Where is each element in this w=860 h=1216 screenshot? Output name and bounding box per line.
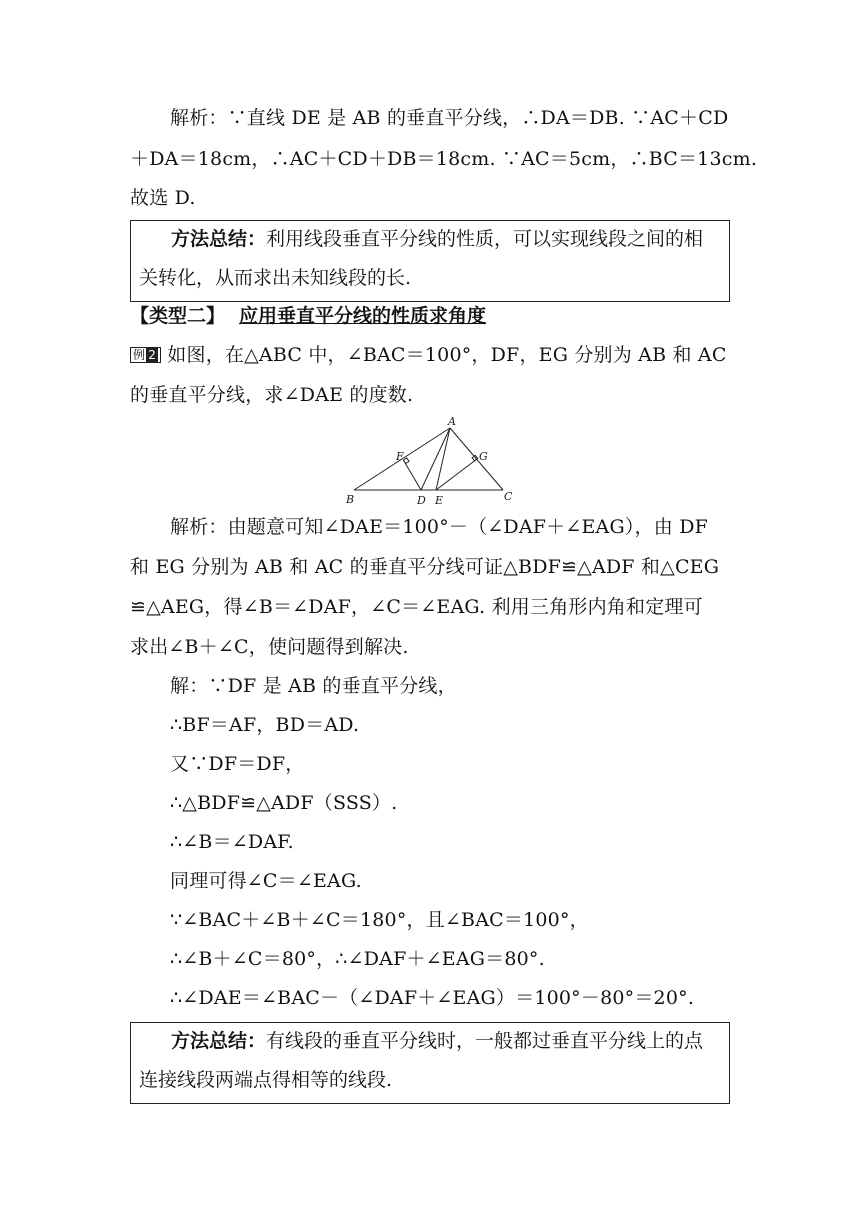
solution-line-5: ∴∠B＝∠DAF. bbox=[170, 831, 294, 853]
solution-line-8: ∴∠B＋∠C＝80°，∴∠DAF＋∠EAG＝80°. bbox=[170, 948, 545, 970]
label-e: E bbox=[435, 494, 444, 507]
summary1-text-1: 利用线段垂直平分线的性质，可以实现线段之间的相 bbox=[266, 228, 704, 250]
analysis1-line-3: 故选 D. bbox=[130, 187, 196, 209]
segment-df bbox=[404, 461, 421, 490]
label-f: F bbox=[396, 450, 404, 463]
triangle-figure bbox=[340, 415, 520, 507]
analysis2-line-1: 解析：由题意可知∠DAE＝100°－（∠DAF＋∠EAG），由 DF bbox=[170, 516, 709, 538]
summary2-line-1 bbox=[171, 1028, 703, 1054]
example2-line-1 bbox=[130, 342, 730, 368]
right-angle-mark-f bbox=[403, 458, 409, 464]
solution-line-7: ∵∠BAC＋∠B＋∠C＝180°，且∠BAC＝100°， bbox=[170, 909, 589, 931]
solution-line-1: 解：∵DF 是 AB 的垂直平分线， bbox=[170, 675, 457, 697]
analysis1-line-1: 解析：∵直线 DE 是 AB 的垂直平分线，∴DA＝DB. ∵AC＋CD bbox=[170, 107, 729, 129]
summary2-line-2: 连接线段两端点得相等的线段. bbox=[139, 1069, 393, 1091]
analysis2-line-4: 求出∠B＋∠C，使问题得到解决. bbox=[130, 636, 409, 658]
label-g: G bbox=[479, 450, 488, 463]
solution-line-2: ∴BF＝AF，BD＝AD. bbox=[170, 714, 360, 736]
summary2-text-1: 有线段的垂直平分线时，一般都过垂直平分线上的点 bbox=[266, 1030, 704, 1052]
label-b: B bbox=[346, 493, 355, 506]
summary2-label: 方法总结： bbox=[171, 1030, 267, 1052]
example2-text-1: 如图，在△ABC 中，∠BAC＝100°，DF，EG 分别为 AB 和 AC bbox=[167, 344, 727, 366]
solution-line-4: ∴△BDF≌△ADF（SSS）. bbox=[170, 792, 398, 814]
analysis2-line-2: 和 EG 分别为 AB 和 AC 的垂直平分线可证△BDF≌△ADF 和△CEG bbox=[130, 556, 720, 578]
method-summary-box-2 bbox=[130, 1022, 730, 1104]
summary1-line-2: 关转化，从而求出未知线段的长. bbox=[139, 267, 412, 289]
type2-title: 应用垂直平分线的性质求角度 bbox=[239, 305, 487, 327]
solution-line-6: 同理可得∠C＝∠EAG. bbox=[170, 870, 362, 892]
example-tag-number: 2 bbox=[148, 348, 157, 362]
label-d: D bbox=[417, 494, 426, 507]
method-summary-box-1 bbox=[130, 220, 730, 302]
label-a: A bbox=[448, 415, 456, 428]
label-c: C bbox=[504, 490, 513, 503]
summary1-label: 方法总结： bbox=[171, 228, 267, 250]
summary1-line-1 bbox=[171, 226, 703, 252]
analysis2-line-3: ≌△AEG，得∠B＝∠DAF，∠C＝∠EAG. 利用三角形内角和定理可 bbox=[130, 596, 703, 618]
solution-line-9: ∴∠DAE＝∠BAC－（∠DAF＋∠EAG）＝100°－80°＝20°. bbox=[170, 987, 695, 1009]
analysis1-line-2: ＋DA＝18cm，∴AC＋CD＋DB＝18cm. ∵AC＝5cm，∴BC＝13cm. bbox=[130, 148, 758, 170]
example-tag-text: 例 bbox=[133, 348, 146, 362]
example2-line-2: 的垂直平分线，求∠DAE 的度数. bbox=[130, 384, 414, 406]
type2-tag: 【类型二】 bbox=[130, 305, 226, 327]
example-tag bbox=[130, 347, 161, 363]
solution-line-3: 又∵DF＝DF， bbox=[170, 753, 305, 775]
type2-heading bbox=[130, 303, 486, 329]
